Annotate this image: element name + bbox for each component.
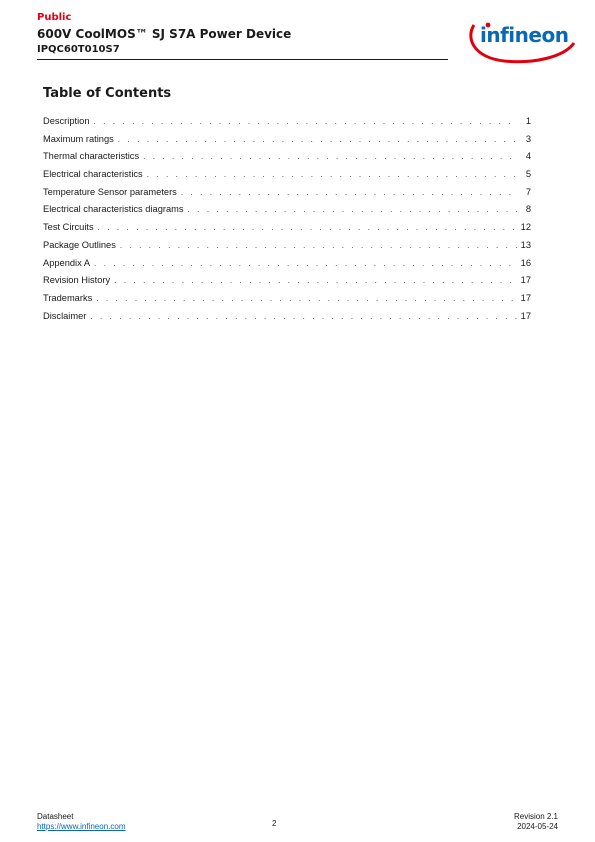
toc-entry-maximum-ratings[interactable] [43,134,531,152]
footer-page-number: 2 [272,819,277,828]
toc-entry-temperature-sensor[interactable] [43,187,531,205]
table-of-contents [43,116,531,328]
toc-entry-page: 8 [525,204,531,215]
toc-entry-electrical[interactable] [43,169,531,187]
toc-leader [90,312,516,321]
footer-url-link[interactable]: https://www.infineon.com [37,822,126,831]
toc-entry-test-circuits[interactable] [43,222,531,240]
toc-entry-page: 17 [520,310,531,321]
toc-entry-thermal[interactable] [43,151,531,169]
classification-label: Public [37,12,72,23]
toc-entry-label: Temperature Sensor parameters [43,186,177,197]
toc-leader [181,188,517,197]
toc-entry-label: Description [43,116,90,126]
toc-entry-disclaimer[interactable] [43,311,531,329]
toc-entry-label: Test Circuits [43,222,94,233]
toc-entry-label: Revision History [43,275,111,286]
product-title: 600V CoolMOS™ SJ S7A Power Device [37,27,292,41]
toc-entry-label: Appendix A [43,257,91,268]
infineon-logo [464,17,576,65]
toc-leader [118,135,517,144]
toc-entry-page: 1 [525,116,531,126]
toc-leader [147,170,517,179]
toc-heading: Table of Contents [43,86,172,101]
toc-entry-electrical-diagrams[interactable] [43,204,531,222]
toc-entry-label: Trademarks [43,292,93,303]
toc-entry-page: 12 [520,222,531,233]
toc-entry-appendix-a[interactable] [43,258,531,276]
toc-leader [94,117,517,126]
toc-entry-page: 4 [525,151,531,162]
footer-revision: Revision 2.1 [513,812,558,821]
toc-leader [188,205,517,214]
toc-leader [98,223,517,232]
toc-entry-revision-history[interactable] [43,275,531,293]
toc-entry-page: 5 [525,169,531,180]
logo-text: infineon [480,23,569,47]
toc-entry-page: 7 [525,186,531,197]
toc-leader [143,152,517,161]
footer-right [514,812,558,832]
footer-left [37,812,125,832]
toc-leader [114,276,516,285]
toc-entry-trademarks[interactable] [43,293,531,311]
toc-entry-description[interactable] [43,116,531,134]
toc-entry-page: 3 [525,133,531,144]
header-divider [37,59,448,60]
toc-entry-label: Maximum ratings [43,133,114,144]
toc-entry-label: Disclaimer [43,310,87,321]
toc-entry-page: 17 [520,292,531,303]
toc-entry-label: Thermal characteristics [43,151,140,162]
toc-entry-label: Electrical characteristics [43,169,143,180]
toc-entry-package-outlines[interactable] [43,240,531,258]
footer-date: 2024-05-24 [517,822,558,831]
toc-entry-label: Electrical characteristics diagrams [43,204,184,215]
toc-leader [94,259,517,268]
toc-entry-page: 17 [520,275,531,286]
toc-leader [96,294,516,303]
toc-entry-page: 16 [520,257,531,268]
part-number: IPQC60T010S7 [37,44,120,55]
toc-entry-page: 13 [520,239,531,250]
toc-leader [120,241,517,250]
footer-doc-type: Datasheet [37,812,74,821]
toc-entry-label: Package Outlines [43,239,116,250]
